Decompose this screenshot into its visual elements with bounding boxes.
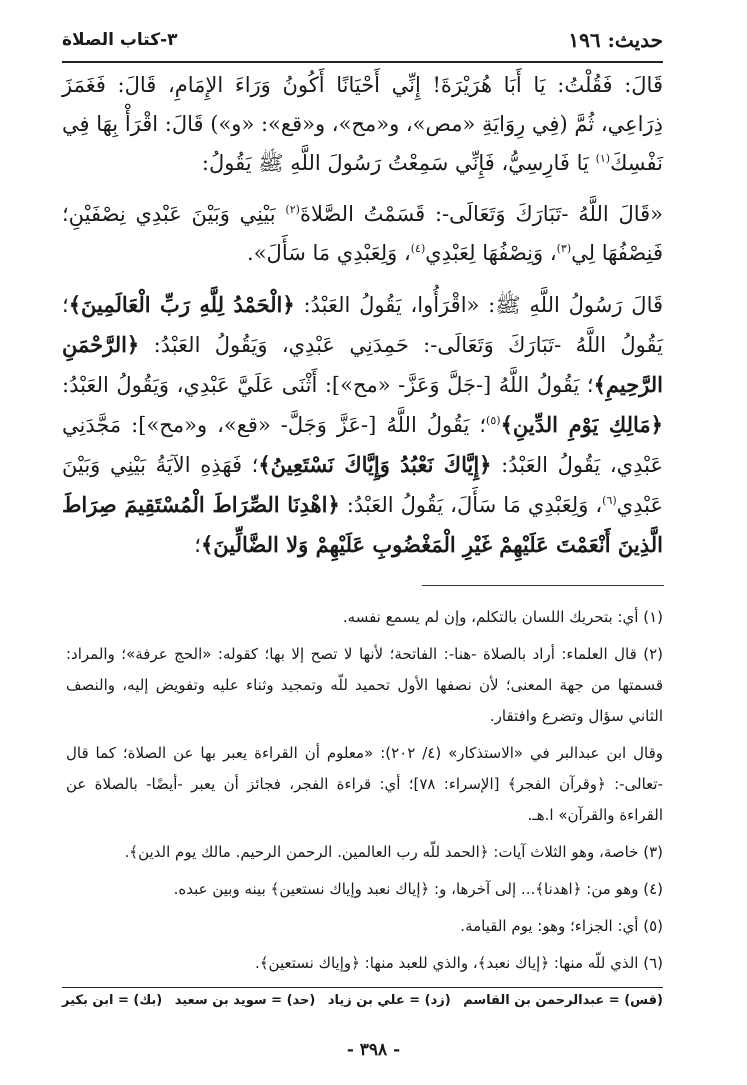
- spacer: [62, 183, 663, 195]
- quran-verse: ﴿الْحَمْدُ لِلَّهِ رَبِّ الْعَالَمِينَ﴾: [68, 292, 295, 317]
- footnotes: [66, 602, 663, 985]
- text-run: ؛ يَقُولُ اللَّهُ [-جَلَّ وَعَزَّ- «مح»]: أَثْنَى عَلَيَّ عَبْدِي، وَيَقُولُ العَبْدُ:: [62, 373, 594, 397]
- chapter-title: ٣-كتاب الصلاة: [62, 30, 178, 50]
- text-run: بَيْنِي وَبَيْنَ عَبْدِي نِصْفَيْنِ؛ فَنِصْفُهَا لِي: [62, 202, 663, 265]
- footnote-ref: (٦): [602, 494, 617, 507]
- text-run: يَا فَارِسِيُّ، فَإِنِّي سَمِعْتُ رَسُولَ اللَّهِ ﷺ يَقُولُ:: [201, 151, 596, 175]
- footnote-2: (٢) قال العلماء: أراد بالصلاة -هنا-: الفاتحة؛ لأنها لا تصح إلا بها؛ كقوله: «الحج عرفة»؛ والمراد: قسمتها من جهة المعنى؛ لأن نصفها الأول تحميد للّه وتمجيد وثناء عليه وتفويض إليه، والنصف الثاني سؤال وتضرع وافتقار.: [66, 645, 663, 725]
- legend-rule: [62, 987, 663, 988]
- footnote-separator: [422, 585, 664, 586]
- footnote-ref: (٥): [486, 414, 501, 427]
- footnote-5: (٥) أي: الجزاء؛ وهو: يوم القيامة.: [460, 917, 663, 935]
- header-rule: [62, 61, 663, 63]
- text-run: ؛ فَهَذِهِ الآيَةُ بَيْنِي وَبَيْنَ عَبْدِي: [62, 453, 663, 517]
- legend-item: (بك) = ابن بكير: [62, 993, 163, 1008]
- footnote-1: (١) أي: بتحريك اللسان بالتكلم، وإن لم يسمع نفسه.: [342, 608, 663, 626]
- page-number: - ٣٩٨ -: [346, 1040, 401, 1060]
- legend-item: (قس) = عبدالرحمن بن القاسم: [463, 993, 663, 1008]
- footnote-ref: (٣): [556, 242, 572, 255]
- text-run: قَالَ: فَقُلْتُ: يَا أَبَا هُرَيْرَةَ! إِنِّي أَحْيَانًا أَكُونُ وَرَاءَ الإِمَامِ، قَالَ: فَغَمَزَ ذِرَاعِي، ثُمَّ (فِي رِوَايَةِ «مص»، و«مح»، و«قع»: «و») قَالَ: اقْرَأْ بِهَا فِي نَفْسِكَ: [62, 73, 663, 175]
- narrator-legend: [62, 993, 663, 1017]
- footnote-ref: (٤): [410, 242, 426, 255]
- quran-verse: ﴿إِيَّاكَ نَعْبُدُ وَإِيَّاكَ نَسْتَعِينُ﴾: [258, 452, 492, 477]
- paragraph-1: [62, 66, 663, 183]
- text-run: ؛ يَقُولُ اللَّهُ -تَبَارَكَ وَتَعَالَى-: حَمِدَنِي عَبْدِي، وَيَقُولُ العَبْدُ:: [62, 293, 663, 357]
- legend-item: (حد) = سويد بن سعيد: [174, 993, 316, 1008]
- footnote-ref: (٢): [285, 203, 300, 216]
- footnote-ref: (١): [595, 152, 611, 165]
- text-run: ، وَلِعَبْدِي مَا سَأَلَ».: [247, 241, 411, 265]
- footnote-2-continued: وقال ابن عبدالبر في «الاستذكار» (٤/ ٢٠٢): «معلوم أن القراءة يعبر بها عن الصلاة؛ كما قال -تعالى-: ﴿وقرآن الفجر﴾ [الإسراء: ٧٨]؛ أي: قراءة الفجر، فجائز أن يعبر -أيضًا- بالصلاة عن القراءة والقرآن» ا.هـ.: [66, 744, 664, 824]
- spacer: [62, 273, 663, 285]
- text-run: «قَالَ اللَّهُ -تَبَارَكَ وَتَعَالَى-: قَسَمْتُ الصَّلاةَ: [299, 202, 663, 226]
- legend-item: (زد) = علي بن زياد: [327, 993, 451, 1008]
- quran-verse: ﴿الرَّحْمَنِ الرَّحِيمِ﴾: [62, 332, 663, 397]
- quran-verse: ﴿اهْدِنَا الصِّرَاطَ الْمُسْتَقِيمَ صِرَاطَ الَّذِينَ أَنْعَمْتَ عَلَيْهِمْ غَيْرِ الْمَغْضُوبِ عَلَيْهِمْ وَلا الضَّالِّينَ﴾: [62, 492, 663, 557]
- text-run: ، وَلِعَبْدِي مَا سَأَلَ، يَقُولُ العَبْدُ:: [339, 493, 603, 517]
- footnote-6: (٦) الذي للّه منها: ﴿إياك نعبد﴾، والذي للعبد منها: ﴿وإياك نستعين﴾.: [255, 954, 663, 972]
- footnote-4: (٤) وهو من: ﴿اهدنا﴾... إلى آخرها، و: ﴿إياك نعبد وإياك نستعين﴾ بينه وبين عبده.: [173, 880, 663, 898]
- text-run: ؛: [194, 533, 201, 557]
- text-run: قَالَ رَسُولُ اللَّهِ ﷺ: «اقْرَأُوا، يَقُولُ العَبْدُ:: [294, 293, 663, 317]
- quran-verse: ﴿مَالِكِ يَوْمِ الدِّينِ﴾: [500, 412, 663, 437]
- page-header: [62, 26, 663, 56]
- hadith-text: [62, 66, 663, 565]
- text-run: ؛ يَقُولُ اللَّهُ [-عَزَّ وَجَلَّ- «قع»، و«مح»]: مَجَّدَنِي عَبْدِي، يَقُولُ العَبْدُ:: [62, 413, 663, 477]
- footnote-3: (٣) خاصة، وهو الثلاث آيات: ﴿الحمد للّه رب العالمين. الرحمن الرحيم. مالك يوم الدين﴾.: [124, 843, 663, 861]
- text-run: ، وَنِصْفُهَا لِعَبْدِي: [425, 241, 557, 265]
- hadith-number: حديث: ١٩٦: [568, 28, 663, 52]
- paragraph-3: [62, 285, 663, 565]
- paragraph-2: [62, 195, 663, 273]
